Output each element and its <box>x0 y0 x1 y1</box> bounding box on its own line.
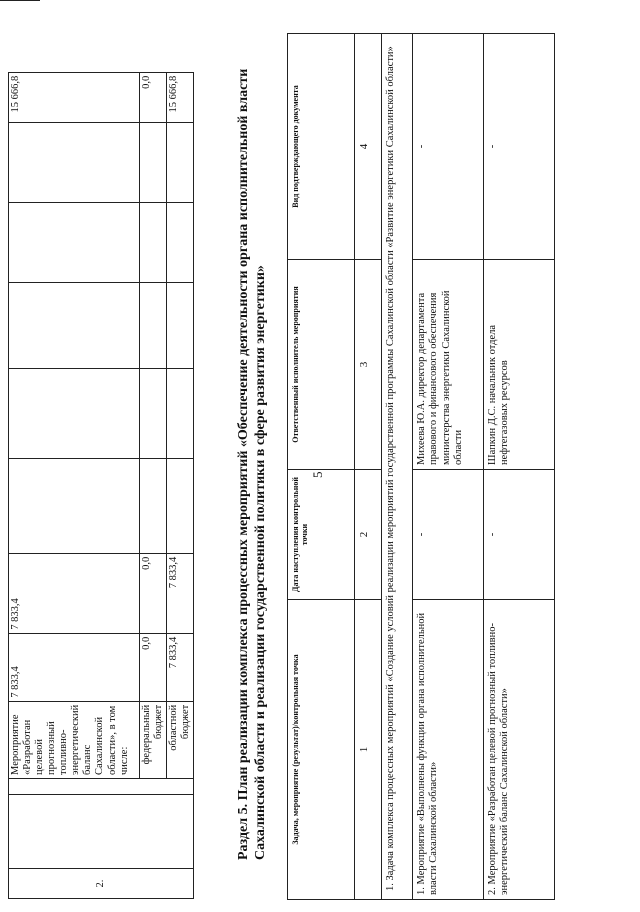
empty-cell <box>140 282 167 368</box>
value-cell: 7 833,4 <box>9 553 140 633</box>
table-row <box>167 72 194 898</box>
table-header-row <box>288 34 355 900</box>
column-number: 2 <box>355 470 382 600</box>
document-cell: - <box>413 34 484 260</box>
column-number: 3 <box>355 260 382 470</box>
executor-cell: Шапкин Д.С. начальник отдела нефтегазовых ресурсов <box>484 260 555 470</box>
table-row <box>9 72 140 898</box>
row-label: областной бюджет <box>167 701 194 778</box>
column-header: Дата наступления контрольной точки <box>288 470 355 600</box>
empty-cell <box>167 282 194 368</box>
empty-cell <box>9 458 140 553</box>
value-cell: 0,0 <box>140 633 167 701</box>
task-row-cell: 1. Задача комплекса процессных мероприятий «Создание условий реализации мероприятий государственной программы Сахалинской области «Развитие энергетики Сахалинской области» <box>382 34 413 900</box>
date-cell: - <box>413 470 484 600</box>
value-cell: 7 833,4 <box>9 633 140 701</box>
empty-cell <box>9 122 140 202</box>
empty-cell <box>9 202 140 282</box>
column-number: 4 <box>355 34 382 260</box>
empty-cell <box>9 282 140 368</box>
section-heading: Раздел 5. План реализации комплекса процессных мероприятий «Обеспечение деятельности органа исполнительной власти Сахалинской области и реализации государственной политики в сфере развития энергетики» <box>236 68 268 860</box>
column-header: Задача, мероприятие (результат)/контрольная точка <box>288 600 355 900</box>
value-cell: 0,0 <box>140 553 167 633</box>
table-row <box>382 34 413 900</box>
empty-cell <box>140 368 167 458</box>
table-row <box>484 34 555 900</box>
table-row <box>140 72 167 898</box>
financing-table <box>8 72 194 899</box>
value-cell: 7 833,4 <box>167 553 194 633</box>
date-cell: - <box>484 470 555 600</box>
empty-cell <box>167 202 194 282</box>
total-cell: 15 666,8 <box>9 72 140 122</box>
row-number-cell: 2. <box>9 869 194 899</box>
column-header: Ответственный исполнитель мероприятия <box>288 260 355 470</box>
empty-cell <box>140 458 167 553</box>
executor-cell: Михеева Ю.А. директор департамента правового и финансового обеспечения министерства энергетики Сахалинской области <box>413 260 484 470</box>
total-cell: 0,0 <box>140 72 167 122</box>
document-cell: - <box>484 34 555 260</box>
empty-cell <box>140 122 167 202</box>
row-label: Мероприятие «Разработан целевой прогнозный топливно-энергетический баланс Сахалинской области», в том числе: <box>9 701 140 778</box>
column-number: 1 <box>355 600 382 900</box>
empty-cell <box>9 795 194 869</box>
table-row <box>413 34 484 900</box>
row-label: федеральный бюджет <box>140 701 167 778</box>
empty-cell <box>9 779 194 795</box>
total-cell: 15 666,8 <box>167 72 194 122</box>
column-number-row <box>355 34 382 900</box>
activity-cell: 1. Мероприятие «Выполнены функции органа исполнительной власти Сахалинской области» <box>413 600 484 900</box>
page-number: 5 <box>310 471 325 478</box>
value-cell: 7 833,4 <box>167 633 194 701</box>
empty-cell <box>167 122 194 202</box>
empty-cell <box>9 368 140 458</box>
empty-cell <box>167 458 194 553</box>
activity-cell: 2. Мероприятие «Разработан целевой прогнозный топливно-энергетический баланс Сахалинской области» <box>484 600 555 900</box>
column-header: Вид подтверждающего документа <box>288 34 355 260</box>
plan-table <box>287 33 555 900</box>
empty-cell <box>140 202 167 282</box>
empty-cell <box>167 368 194 458</box>
